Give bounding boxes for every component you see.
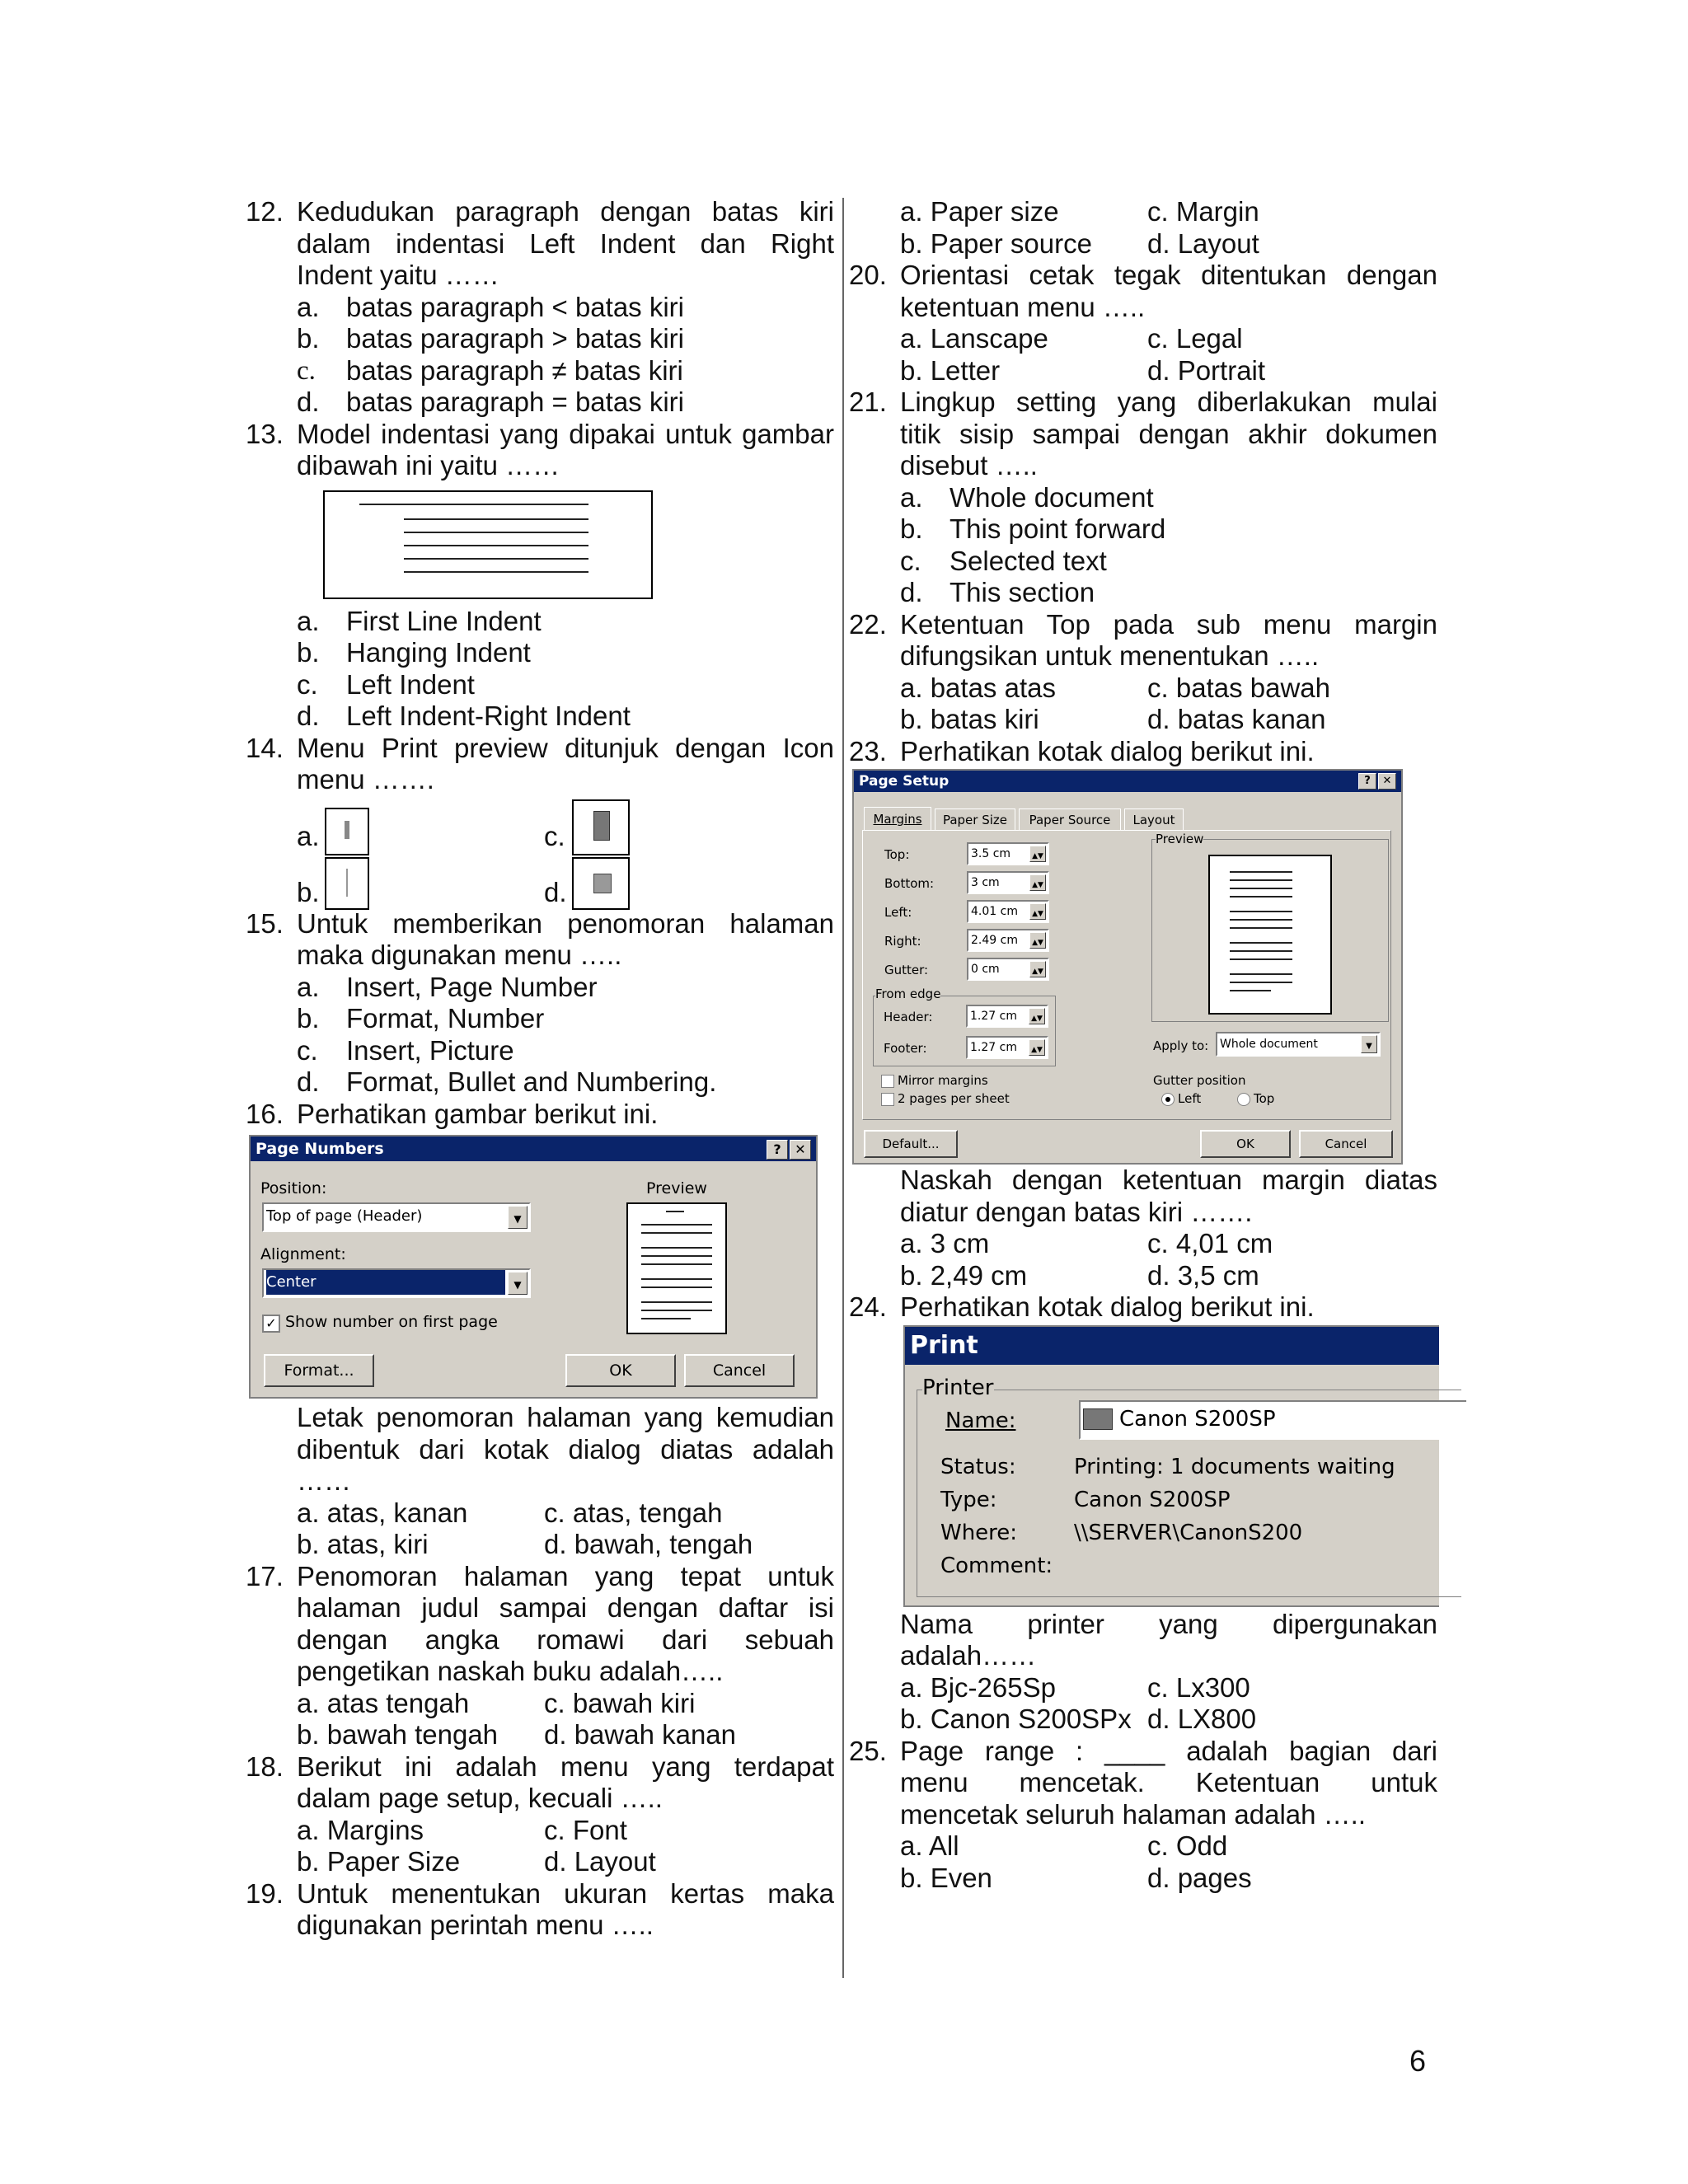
question-12 [246,196,834,292]
question-text: menu ……. [297,764,434,794]
option-row: b. Letter d. Portrait [900,354,1266,386]
ok-button[interactable]: OK [1200,1130,1291,1158]
option-row: b. Canon S200SPx d. LX800 [900,1704,1257,1734]
question-number: 19. [246,1877,284,1909]
question-14 [246,733,834,796]
print-dialog [903,1325,1439,1607]
question-number: 23. [849,735,887,766]
option: a. Insert, Page Number [297,971,598,1002]
dialog-titlebar: Page Numbers ? ✕ [251,1137,816,1161]
preview-label: Preview [646,1179,707,1197]
option-row: b. batas kiri d. batas kanan [900,704,1326,734]
close-button[interactable]: ✕ [790,1140,811,1160]
question-text: Kedudukan paragraph dengan batas kiri [297,196,834,227]
left-radio[interactable] [1161,1093,1175,1106]
cancel-button[interactable]: Cancel [684,1354,795,1387]
page-numbers-figure [246,1130,834,1402]
apply-to-select[interactable]: Whole document ▼ [1216,1032,1381,1057]
question-number: 25. [849,1735,887,1766]
option: d. Left Indent-Right Indent [297,701,631,731]
format-button[interactable]: Format... [264,1354,374,1387]
question-number: 17. [246,1560,284,1591]
question-24: 24. Perhatikan kotak dialog berikut ini. [849,1291,1315,1322]
option-row: b. Paper source d. Layout [900,227,1259,259]
print-preview-icon [325,808,369,855]
position-select[interactable]: Top of page (Header) ▼ [262,1202,531,1232]
question-13 [246,419,834,482]
question-number: 15. [246,907,284,939]
help-button[interactable]: ? [1358,773,1376,790]
option: b. Hanging Indent [297,637,531,668]
bottom-margin-input[interactable]: 3 cm ▲▼ [967,871,1049,894]
alignment-select[interactable]: Center ▼ [262,1268,531,1298]
question-23-continued: Naskah dengan ketentuan margin diatas diatur dengan batas kiri ……. [900,1165,1437,1227]
option: d. Format, Bullet and Numbering. [297,1066,717,1097]
printer-group: Printer Name: Canon S200SP Status: Printing: 1 documents waiting Type: Canon S200SP Where: \\SERVER\CanonS200 Comment: [917,1390,1461,1597]
option-row: a. Bjc-265Sp c. Lx300 [900,1671,1250,1703]
page-numbers-dialog [249,1135,818,1399]
tab-layout[interactable]: Layout [1124,808,1184,831]
from-edge-group: From edge Header: 1.27 cm ▲▼ Footer: 1.27 cm ▲▼ [873,996,1056,1066]
question-16-continued: Letak penomoran halaman yang kemudian dibentuk dari kotak dialog diatas adalah …… [297,1402,834,1496]
close-button[interactable]: ✕ [1378,773,1396,790]
question-text: Model indentasi yang dipakai untuk gambar [297,418,834,449]
help-button[interactable]: ? [767,1140,788,1160]
option: b. Format, Number [297,1003,545,1033]
option-row: a. 3 cm c. 4,01 cm [900,1228,1273,1258]
dialog-titlebar: Print [905,1327,1439,1365]
option: a. Whole document [900,481,1154,513]
question-text: Perhatikan gambar berikut ini. [297,1098,659,1129]
option-row: b. 2,49 cm d. 3,5 cm [900,1259,1259,1291]
cancel-button[interactable]: Cancel [1299,1130,1393,1158]
chevron-down-icon: ▼ [508,1206,528,1229]
page-icon [325,857,369,910]
question-16 [246,1099,834,1131]
question-18: 18. Berikut ini adalah menu yang terdapat dalam page setup, kecuali ….. [246,1750,834,1813]
chevron-down-icon: ▼ [508,1272,528,1295]
question-text: maka digunakan menu ….. [297,940,622,970]
page-setup-figure [849,767,1437,1165]
option: c. Left Indent [297,668,475,700]
option-row: b. atas, kiri d. bawah, tengah [297,1529,753,1559]
question-number: 20. [849,260,887,290]
option-row: a. Lanscape c. Legal [900,323,1243,354]
header-input[interactable]: 1.27 cm ▲▼ [966,1005,1048,1028]
page-setup-dialog [852,769,1403,1165]
alignment-label: Alignment: [260,1245,346,1263]
option-row: b. Even d. pages [900,1862,1252,1893]
question-number: 21. [849,387,887,417]
print-icon [572,799,630,855]
two-pages-checkbox[interactable] [881,1093,894,1106]
preview-page [1208,855,1332,1015]
option: d. batas paragraph = batas kiri [297,387,685,417]
question-number: 18. [246,1750,284,1782]
top-radio[interactable] [1237,1093,1250,1106]
option-row: a. atas tengah c. bawah kiri [297,1687,696,1718]
preview-group: Preview [1151,839,1389,1022]
question-number: 24. [849,1291,887,1322]
printer-icon [572,857,630,910]
option: b. batas paragraph > batas kiri [297,323,685,354]
indent-figure [246,482,834,606]
left-column [246,196,834,1942]
question-25: 25. Page range : ____ adalah bagian dari menu mencetak. Ketentuan untuk mencetak seluruh halaman adalah ….. [849,1735,1437,1830]
option: c. Selected text [900,545,1107,576]
question-17: 17. Penomoran halaman yang tepat untuk halaman judul sampai dengan daftar isi dengan angka romawi dari sebuah pengetikan naskah buku adalah….. [246,1560,834,1686]
question-number: 22. [849,608,887,640]
preview-page [626,1202,727,1334]
question-23: 23. Perhatikan kotak dialog berikut ini. [849,735,1315,766]
question-text: dalam indentasi Left Indent dan Right [297,227,834,259]
option-row: b. Paper Size d. Layout [297,1846,656,1877]
option: c. Insert, Picture [297,1034,514,1066]
option-row: b. bawah tengah d. bawah kanan [297,1719,737,1750]
print-figure [849,1324,1437,1609]
option-row: a. batas atas c. batas bawah [900,672,1330,703]
tab-paper-size[interactable]: Paper Size [935,808,1015,831]
question-19: 19. Untuk menentukan ukuran kertas maka digunakan perintah menu ….. [246,1877,834,1940]
question-text: Indent yaitu …… [297,260,499,290]
option-row: a. Paper size c. Margin [900,196,1259,227]
question-24-continued: Nama printer yang dipergunakan adalah…… [900,1608,1437,1671]
left-margin-input[interactable]: 4.01 cm ▲▼ [967,900,1049,923]
option-row: a. All c. Odd [900,1830,1228,1861]
dialog-titlebar: Page Setup ? ✕ [854,771,1401,792]
question-text: dibawah ini yaitu …… [297,450,560,480]
chevron-down-icon: ▼ [1361,1035,1377,1053]
question-15 [246,908,834,972]
option-row: a. atas, kanan c. atas, tengah [297,1497,723,1528]
right-margin-input[interactable]: 2.49 cm ▲▼ [967,929,1049,952]
question-20: 20. Orientasi cetak tegak ditentukan dengan ketentuan menu ….. [849,260,1437,322]
question-number: 13. [246,418,284,449]
question-22: 22. Ketentuan Top pada sub menu margin difungsikan untuk menentukan ….. [849,608,1437,671]
gutter-input[interactable]: 0 cm ▲▼ [967,958,1049,981]
printer-icon [1083,1408,1113,1430]
option: a. batas paragraph < batas kiri [297,291,685,322]
tab-margins[interactable]: Margins [864,807,931,831]
checkbox[interactable]: ✓ [262,1315,280,1333]
checkbox-label: Show number on first page [285,1313,498,1331]
option: b. This point forward [900,513,1166,544]
option: d. This section [900,577,1095,607]
tab-paper-source[interactable]: Paper Source [1019,808,1121,831]
option-row: a. Margins c. Font [297,1814,627,1845]
ok-button[interactable]: OK [565,1354,676,1387]
right-column [849,196,1437,1894]
option: a. First Line Indent [297,605,542,636]
icon-options: a. c. b. d. [246,796,834,908]
indent-box [323,490,653,599]
page-number: 6 [1409,2044,1427,2078]
column-divider [842,198,844,1978]
top-margin-input[interactable]: 3.5 cm ▲▼ [967,842,1049,865]
question-text: Menu Print preview ditunjuk dengan Icon [297,732,834,763]
question-number: 12. [246,196,284,227]
footer-input[interactable]: 1.27 cm ▲▼ [966,1036,1048,1059]
tab-panel: Top: 3.5 cm ▲▼ Bottom: 3 cm ▲▼ Left: 4.01 cm ▲▼ Right: 2.49 cm ▲▼ Gutter: 0 cm ▲▼ From edge Header: 1.27 cm ▲▼ Footer: 1.27 cm ▲▼ Mirror margins 2 pages per sheet Preview Apply to: Whole document ▼ Gutter position Left Top [862,830,1391,1120]
mirror-checkbox[interactable] [881,1075,894,1088]
question-21: 21. Lingkup setting yang diberlakukan mulai titik sisip sampai dengan akhir dokumen disebut ….. [849,387,1437,480]
option: c. batas paragraph ≠ batas kiri [297,354,683,386]
question-number: 16. [246,1098,284,1129]
question-text: Untuk memberikan penomoran halaman [297,907,834,939]
default-button[interactable]: Default... [864,1130,958,1158]
position-label: Position: [260,1179,327,1197]
question-number: 14. [246,732,284,763]
printer-name-select[interactable]: Canon S200SP [1079,1400,1466,1440]
